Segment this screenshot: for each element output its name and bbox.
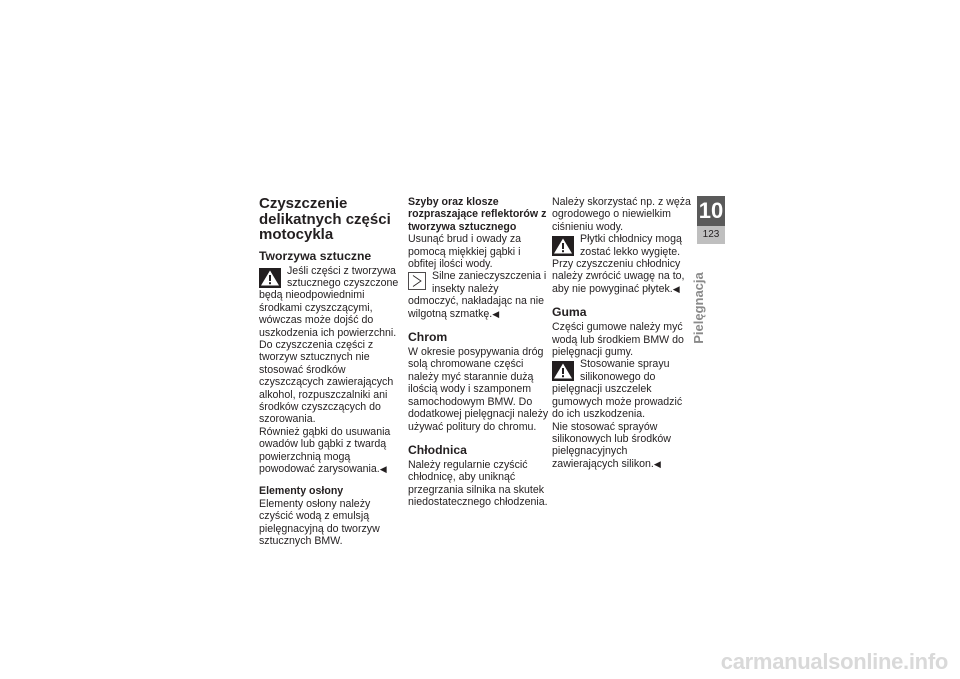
chrome-text: W okresie posypywania dróg solą chromowane części należy myć starannie dużą ilością wody i szamponem samochodowym BMW. Do dodatkowej pielęgnacji należy używać politury do chromu. xyxy=(408,346,549,433)
rubber-warning-text: Stosowanie sprayu silikonowego do pielęgnacji uszczelek gumowych może prowadzić do ich uszkodzenia. xyxy=(552,358,683,421)
column-2 xyxy=(408,196,550,509)
chapter-number: 10 xyxy=(698,198,724,223)
radiator-text-2: Należy skorzystać np. z węża ogrodowego o niewielkim ciśnieniu wody. xyxy=(552,196,691,233)
page-number: 123 xyxy=(697,226,725,244)
radiator-warning-block xyxy=(552,233,694,258)
note-triangle-icon xyxy=(408,272,426,290)
watermark: carmanualsonline.info xyxy=(720,649,948,674)
lenses-note-block xyxy=(408,270,550,320)
chapter-tab xyxy=(697,196,725,244)
plastics-text-1: Do czyszczenia części z tworzyw sztucznych nie stosować środków czyszczących zawierających alkohol, rozpuszczalniki ani środków czyszczących do szorowania. xyxy=(259,338,394,426)
rubber-heading: Guma xyxy=(552,305,587,320)
radiator-warning-text: Płytki chłodnicy mogą zostać lekko wygięte. xyxy=(580,233,682,258)
end-marker: ◀ xyxy=(379,464,387,474)
rubber-text-2: Nie stosować sprayów silikonowych lub środków pielęgnacyjnych zawierających silikon. xyxy=(552,420,671,470)
radiator-heading: Chłodnica xyxy=(408,442,467,457)
end-marker: ◀ xyxy=(653,458,661,469)
fairing-heading: Elementy osłony xyxy=(259,485,344,498)
radiator-text-3: Przy czyszczeniu chłodnicy należy zwrócić uwagę na to, aby nie powyginać płytek. xyxy=(552,258,685,295)
plastics-text-2: Również gąbki do usuwania owadów lub gąbki z twardą powierzchnią mogą powodować zarysowania. xyxy=(259,425,391,475)
chrome-heading: Chrom xyxy=(408,330,448,345)
chapter-label: Pielęgnacja xyxy=(691,272,706,344)
lenses-text: Usunąć brud i owady za pomocą miękkiej gąbki i obfitej ilości wody. xyxy=(408,233,522,271)
lenses-heading: Szyby oraz klosze rozpraszające reflektorów z tworzywa sztucznego xyxy=(408,196,547,233)
warning-icon xyxy=(259,268,281,288)
column-3 xyxy=(552,196,694,470)
radiator-text: Należy regularnie czyścić chłodnicę, aby uniknąć przegrzania silnika na skutek niedostatecznego chłodzenia. xyxy=(408,458,548,509)
rubber-text: Części gumowe należy myć wodą lub środkiem BMW do pielęgnacji gumy. xyxy=(552,321,684,359)
plastics-warning-block xyxy=(259,265,401,339)
lenses-note-text: Silne zanieczyszczenia i insekty należy odmoczyć, nakładając na nie wilgotną szmatkę. xyxy=(408,270,547,320)
column-1 xyxy=(259,196,401,547)
plastics-warning-text: Jeśli części z tworzywa sztucznego czyszczone będą nieodpowiednimi środkami czyszczącymi, wówczas może dojść do uszkodzenia ich powierzchni. xyxy=(259,264,399,339)
rubber-warning-block xyxy=(552,358,694,420)
fairing-text: Elementy osłony należy czyścić wodą z emulsją pielęgnacyjną do tworzyw sztucznych BMW. xyxy=(259,497,380,548)
section-title: Czyszczenie delikatnych części motocykla xyxy=(259,195,391,243)
warning-icon xyxy=(552,236,574,256)
end-marker: ◀ xyxy=(672,283,680,294)
plastics-heading: Tworzywa sztuczne xyxy=(259,248,372,263)
warning-icon xyxy=(552,361,574,381)
end-marker: ◀ xyxy=(492,308,500,319)
